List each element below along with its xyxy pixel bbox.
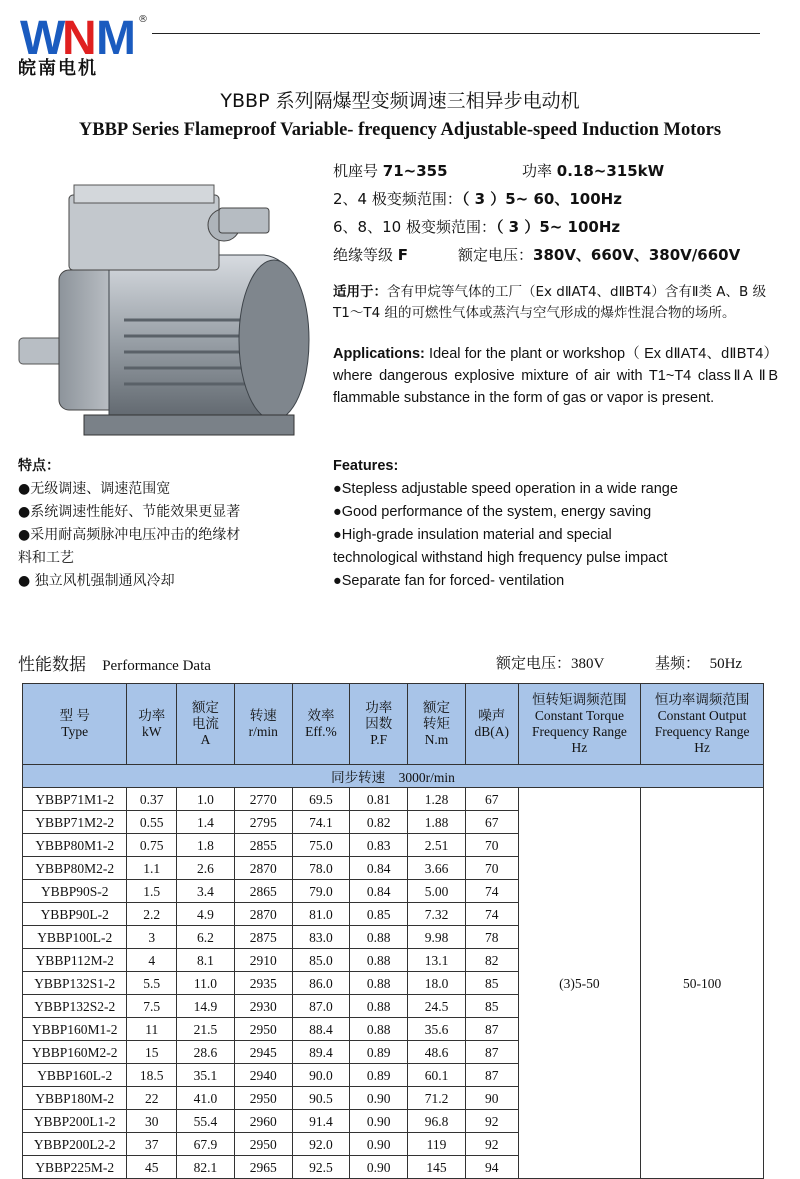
features-cn (18, 455, 318, 593)
performance-table (22, 683, 764, 1179)
table-cell: 90 (465, 1087, 518, 1110)
list-item: ●Good performance of the system, energy saving (333, 504, 652, 520)
col-current: 额定 电流 A (177, 684, 235, 765)
table-cell: 4.9 (177, 903, 235, 926)
table-cell: 1.1 (127, 857, 177, 880)
table-header-row (23, 684, 764, 765)
table-cell: 48.6 (408, 1041, 466, 1064)
table-cell: 2935 (234, 972, 292, 995)
performance-frequency: 基频： 50Hz (655, 654, 743, 672)
applications-en: Applications: Ideal for the plant or workshop（ Ex dⅡAT4、dⅡBT4）where dangerous explosive mixture of air with T1~T4 classⅡA ⅡB flammable substance in the form of gas or vapor is present. (333, 346, 778, 406)
table-cell: 13.1 (408, 949, 466, 972)
table-cell: 2940 (234, 1064, 292, 1087)
table-cell: 71.2 (408, 1087, 466, 1110)
col-noise: 噪声 dB(A) (465, 684, 518, 765)
table-cell: 18.5 (127, 1064, 177, 1087)
table-cell: 2870 (234, 903, 292, 926)
table-cell: 0.88 (350, 972, 408, 995)
table-cell: 67 (465, 811, 518, 834)
table-cell: 79.0 (292, 880, 350, 903)
table-cell: YBBP71M2-2 (23, 811, 127, 834)
table-cell: 2930 (234, 995, 292, 1018)
table-cell: 2950 (234, 1133, 292, 1156)
table-cell: 85.0 (292, 949, 350, 972)
table-cell: 2770 (234, 788, 292, 811)
table-cell: 82 (465, 949, 518, 972)
list-item: technological withstand high frequency pulse impact (333, 550, 668, 566)
table-cell: 28.6 (177, 1041, 235, 1064)
table-cell: 78 (465, 926, 518, 949)
table-cell: 1.5 (127, 880, 177, 903)
spec-range-6810: 6、8、10 极变频范围：（ 3 ）5~ 100Hz (333, 218, 621, 236)
motor-image (14, 160, 319, 445)
table-cell: 2870 (234, 857, 292, 880)
col-constant-output: 恒功率调频范围 Constant Output Frequency Range Hz (641, 684, 764, 765)
col-torque: 额定 转矩 N.m (408, 684, 466, 765)
table-cell: 0.90 (350, 1087, 408, 1110)
sync-speed-label: 同步转速 3000r/min (23, 765, 764, 788)
table-cell: 14.9 (177, 995, 235, 1018)
table-cell: 2.2 (127, 903, 177, 926)
table-cell: 85 (465, 972, 518, 995)
page-title-en: YBBP Series Flameproof Variable- frequency Adjustable-speed Induction Motors (78, 120, 722, 140)
table-cell: 1.0 (177, 788, 235, 811)
table-cell: 0.83 (350, 834, 408, 857)
list-item: ●无级调速、调速范围宽 (18, 481, 171, 497)
table-cell: 82.1 (177, 1156, 235, 1179)
table-cell: 87 (465, 1041, 518, 1064)
list-item: ●采用耐高频脉冲电压冲击的绝缘材 (18, 527, 241, 543)
table-cell: 0.90 (350, 1110, 408, 1133)
table-cell: 119 (408, 1133, 466, 1156)
table-cell: 3.66 (408, 857, 466, 880)
table-cell: 74 (465, 903, 518, 926)
table-cell: 87.0 (292, 995, 350, 1018)
table-cell: 2.6 (177, 857, 235, 880)
svg-text:W: W (20, 12, 63, 65)
spec-power: 功率 0.18~315kW (522, 162, 665, 180)
table-cell: 70 (465, 857, 518, 880)
table-cell: 94 (465, 1156, 518, 1179)
table-cell: 9.98 (408, 926, 466, 949)
table-cell: 92.5 (292, 1156, 350, 1179)
table-cell: 1.4 (177, 811, 235, 834)
table-cell: YBBP200L2-2 (23, 1133, 127, 1156)
features-en (333, 455, 778, 593)
table-cell: 35.6 (408, 1018, 466, 1041)
features-cn-title: 特点： (18, 458, 60, 474)
features-en-title: Features: (333, 458, 399, 474)
table-cell: 75.0 (292, 834, 350, 857)
table-cell: 92.0 (292, 1133, 350, 1156)
table-cell: YBBP160M1-2 (23, 1018, 127, 1041)
table-cell: 24.5 (408, 995, 466, 1018)
table-cell: 2960 (234, 1110, 292, 1133)
table-cell: 8.1 (177, 949, 235, 972)
table-cell: 2875 (234, 926, 292, 949)
col-speed: 转速 r/min (234, 684, 292, 765)
header-divider (152, 33, 760, 34)
table-cell: 88.4 (292, 1018, 350, 1041)
table-cell: 0.89 (350, 1064, 408, 1087)
performance-voltage: 额定电压：380V (496, 654, 605, 672)
table-cell: 7.5 (127, 995, 177, 1018)
spec-range-24: 2、4 极变频范围：（ 3 ）5~ 60、100Hz (333, 190, 622, 208)
table-cell: 22 (127, 1087, 177, 1110)
table-cell: 21.5 (177, 1018, 235, 1041)
table-cell: 2855 (234, 834, 292, 857)
table-cell: YBBP100L-2 (23, 926, 127, 949)
table-cell: 2795 (234, 811, 292, 834)
table-cell: YBBP90L-2 (23, 903, 127, 926)
list-item: ●Separate fan for forced- ventilation (333, 573, 565, 589)
table-cell: YBBP180M-2 (23, 1087, 127, 1110)
table-cell: 83.0 (292, 926, 350, 949)
table-cell: YBBP160M2-2 (23, 1041, 127, 1064)
table-cell: 1.28 (408, 788, 466, 811)
table-cell: 3 (127, 926, 177, 949)
table-cell: 0.82 (350, 811, 408, 834)
table-cell: 5.5 (127, 972, 177, 995)
table-cell: 45 (127, 1156, 177, 1179)
table-cell: 30 (127, 1110, 177, 1133)
col-power: 功率 kW (127, 684, 177, 765)
table-cell: YBBP80M2-2 (23, 857, 127, 880)
table-cell: 0.84 (350, 880, 408, 903)
table-cell: YBBP160L-2 (23, 1064, 127, 1087)
table-cell: 74.1 (292, 811, 350, 834)
table-cell: 70 (465, 834, 518, 857)
table-cell: 37 (127, 1133, 177, 1156)
table-cell: 7.32 (408, 903, 466, 926)
spec-frame: 机座号 71~355 (333, 162, 448, 180)
list-item: ●系统调速性能好、节能效果更显著 (18, 504, 241, 520)
table-cell: 2945 (234, 1041, 292, 1064)
table-cell: 0.88 (350, 949, 408, 972)
list-item: ●High-grade insulation material and special (333, 527, 612, 543)
table-cell: 41.0 (177, 1087, 235, 1110)
table-cell: 69.5 (292, 788, 350, 811)
table-cell: 6.2 (177, 926, 235, 949)
spec-voltage: 额定电压：380V、660V、380V/660V (458, 246, 741, 264)
table-cell: YBBP80M1-2 (23, 834, 127, 857)
table-cell: 86.0 (292, 972, 350, 995)
table-cell: 0.90 (350, 1156, 408, 1179)
col-constant-torque: 恒转矩调频范围 Constant Torque Frequency Range Hz (518, 684, 641, 765)
col-type: 型 号 Type (23, 684, 127, 765)
list-item: ● 独立风机强制通风冷却 (18, 573, 175, 589)
table-cell: 0.88 (350, 995, 408, 1018)
table-cell: 55.4 (177, 1110, 235, 1133)
table-cell: 3.4 (177, 880, 235, 903)
table-cell: 145 (408, 1156, 466, 1179)
table-cell: 18.0 (408, 972, 466, 995)
table-cell: YBBP132S1-2 (23, 972, 127, 995)
constant-torque-range: (3)5-50 (518, 788, 641, 1179)
table-cell: 0.81 (350, 788, 408, 811)
table-cell: 4 (127, 949, 177, 972)
table-cell: YBBP200L1-2 (23, 1110, 127, 1133)
table-cell: 35.1 (177, 1064, 235, 1087)
table-cell: 67.9 (177, 1133, 235, 1156)
table-cell: 0.85 (350, 903, 408, 926)
table-cell: 74 (465, 880, 518, 903)
table-cell: 2950 (234, 1018, 292, 1041)
spec-insulation: 绝缘等级 F (333, 246, 409, 264)
table-cell: 96.8 (408, 1110, 466, 1133)
table-cell: 78.0 (292, 857, 350, 880)
table-cell: 60.1 (408, 1064, 466, 1087)
table-cell: 81.0 (292, 903, 350, 926)
table-cell: 1.88 (408, 811, 466, 834)
page-title-cn: YBBP 系列隔爆型变频调速三相异步电动机 (220, 90, 580, 112)
table-cell: 92 (465, 1110, 518, 1133)
table-cell: 2.51 (408, 834, 466, 857)
constant-output-range: 50-100 (641, 788, 764, 1179)
table-cell: 92 (465, 1133, 518, 1156)
performance-title: 性能数据 Performance Data (18, 655, 211, 675)
svg-text:N: N (62, 12, 94, 65)
table-row (23, 788, 764, 811)
table-cell: 90.0 (292, 1064, 350, 1087)
table-cell: 2950 (234, 1087, 292, 1110)
table-cell: YBBP132S2-2 (23, 995, 127, 1018)
table-cell: 0.90 (350, 1133, 408, 1156)
table-cell: 90.5 (292, 1087, 350, 1110)
table-cell: 2910 (234, 949, 292, 972)
col-efficiency: 效率 Eff.% (292, 684, 350, 765)
table-cell: 1.8 (177, 834, 235, 857)
table-cell: 11.0 (177, 972, 235, 995)
table-cell: YBBP112M-2 (23, 949, 127, 972)
table-cell: 0.88 (350, 1018, 408, 1041)
sync-speed-row (23, 765, 764, 788)
table-cell: 2965 (234, 1156, 292, 1179)
applications-cn: 适用于：含有甲烷等气体的工厂（Ex dⅡAT4、dⅡBT4）含有Ⅱ类 A、B 级 T1～T4 组的可燃性气体或蒸汽与空气形成的爆炸性混合物的场所。 (333, 284, 767, 321)
table-cell: YBBP225M-2 (23, 1156, 127, 1179)
table-cell: YBBP90S-2 (23, 880, 127, 903)
table-cell: 0.37 (127, 788, 177, 811)
table-cell: 0.89 (350, 1041, 408, 1064)
svg-text:M: M (96, 12, 133, 65)
table-cell: 87 (465, 1018, 518, 1041)
table-cell: 5.00 (408, 880, 466, 903)
table-cell: 91.4 (292, 1110, 350, 1133)
table-cell: 87 (465, 1064, 518, 1087)
table-cell: 2865 (234, 880, 292, 903)
table-cell: 0.84 (350, 857, 408, 880)
table-cell: 0.55 (127, 811, 177, 834)
col-power-factor: 功率 因数 P.F (350, 684, 408, 765)
table-cell: 15 (127, 1041, 177, 1064)
table-cell: 11 (127, 1018, 177, 1041)
table-cell: 0.75 (127, 834, 177, 857)
svg-text:®: ® (138, 14, 148, 25)
table-cell: YBBP71M1-2 (23, 788, 127, 811)
list-item: ●Stepless adjustable speed operation in a wide range (333, 481, 678, 497)
table-cell: 89.4 (292, 1041, 350, 1064)
table-cell: 85 (465, 995, 518, 1018)
table-cell: 67 (465, 788, 518, 811)
list-item: 料和工艺 (18, 550, 74, 566)
company-name: 皖南电机 (18, 58, 98, 79)
table-cell: 0.88 (350, 926, 408, 949)
